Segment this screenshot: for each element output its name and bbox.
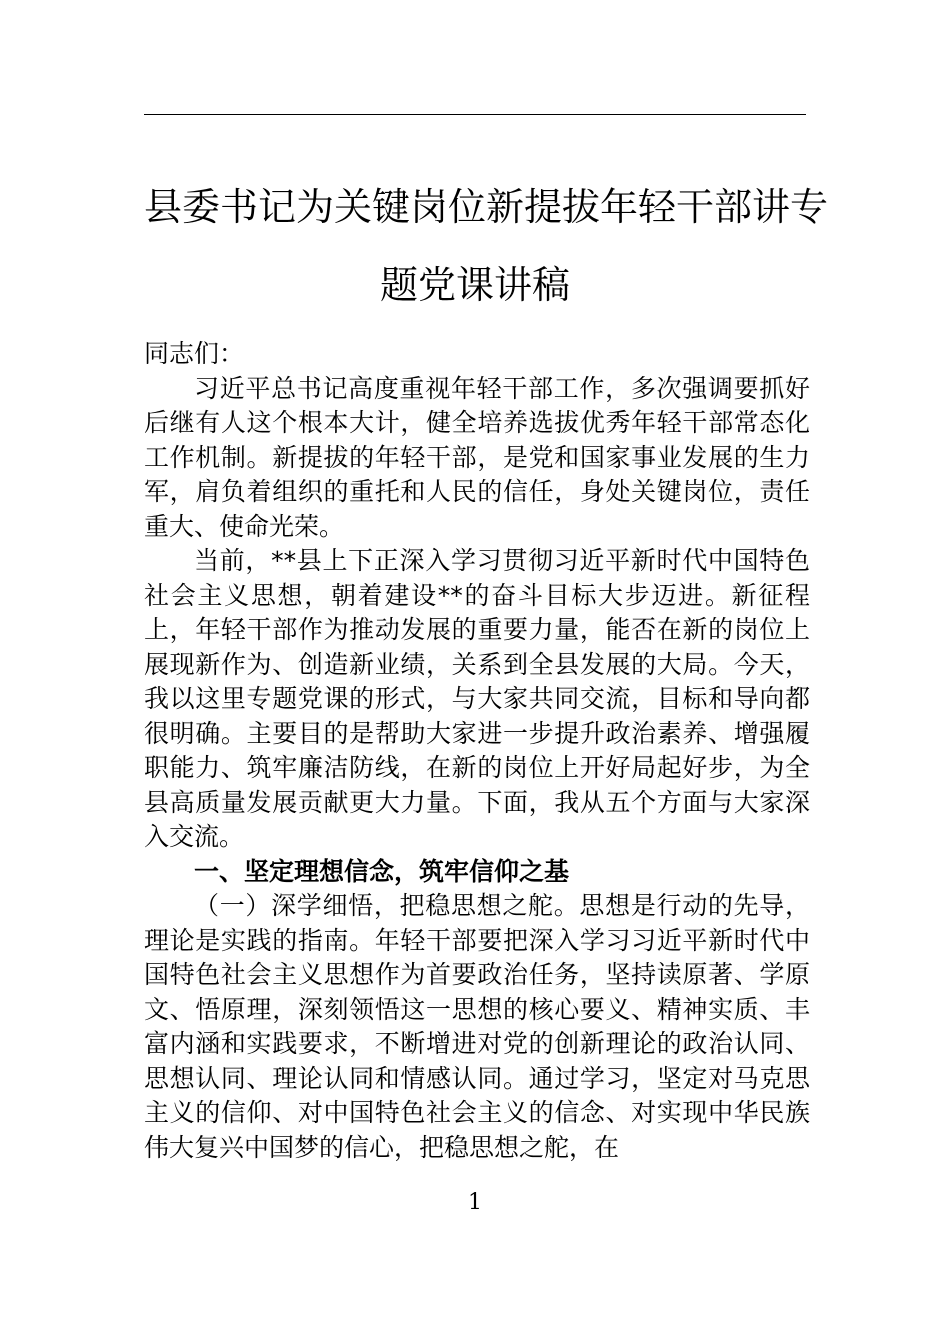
header-rule [144,114,806,115]
title-line-2: 题党课讲稿 [379,263,570,307]
title-line-1: 县委书记为关键岗位新提拔年轻干部讲专 [144,185,829,229]
document-title [144,168,829,324]
paragraph-2: 当前，**县上下正深入学习贯彻习近平新时代中国特色社会主义思想，朝着建设**的奋斗目标大步迈进。新征程上，年轻干部作为推动发展的重要力量，能否在新的岗位上展现新作为、创造新业绩，关系到全县发展的大局。今天，我以这里专题党课的形式，与大家共同交流，目标和导向都很明确。主要目的是帮助大家进一步提升政治素养、增强履职能力、筑牢廉洁防线，在新的岗位上开好局起好步，为全县高质量发展贡献更大力量。下面，我从五个方面与大家深入交流。 [144,546,810,851]
page-number: 1 [468,1190,482,1215]
document-body [144,337,810,1165]
paragraph-1: 习近平总书记高度重视年轻干部工作，多次强调要抓好后继有人这个根本大计，健全培养选拔优秀年轻干部常态化工作机制。新提拔的年轻干部，是党和国家事业发展的生力军，肩负着组织的重托和人民的信任，身处关键岗位，责任重大、使命光荣。 [144,373,810,541]
section-paragraph: （一）深学细悟，把稳思想之舵。思想是行动的先导，理论是实践的指南。年轻干部要把深入学习习近平新时代中国特色社会主义思想作为首要政治任务，坚持读原著、学原文、悟原理，深刻领悟这一思想的核心要义、精神实质、丰富内涵和实践要求，不断增进对党的创新理论的政治认同、思想认同、理论认同和情感认同。通过学习，坚定对马克思主义的信仰、对中国特色社会主义的信念、对实现中华民族伟大复兴中国梦的信心，把稳思想之舵，在 [144,891,810,1162]
section-heading: 一、坚定理想信念，筑牢信仰之基 [194,856,570,886]
salutation: 同志们： [144,339,245,368]
